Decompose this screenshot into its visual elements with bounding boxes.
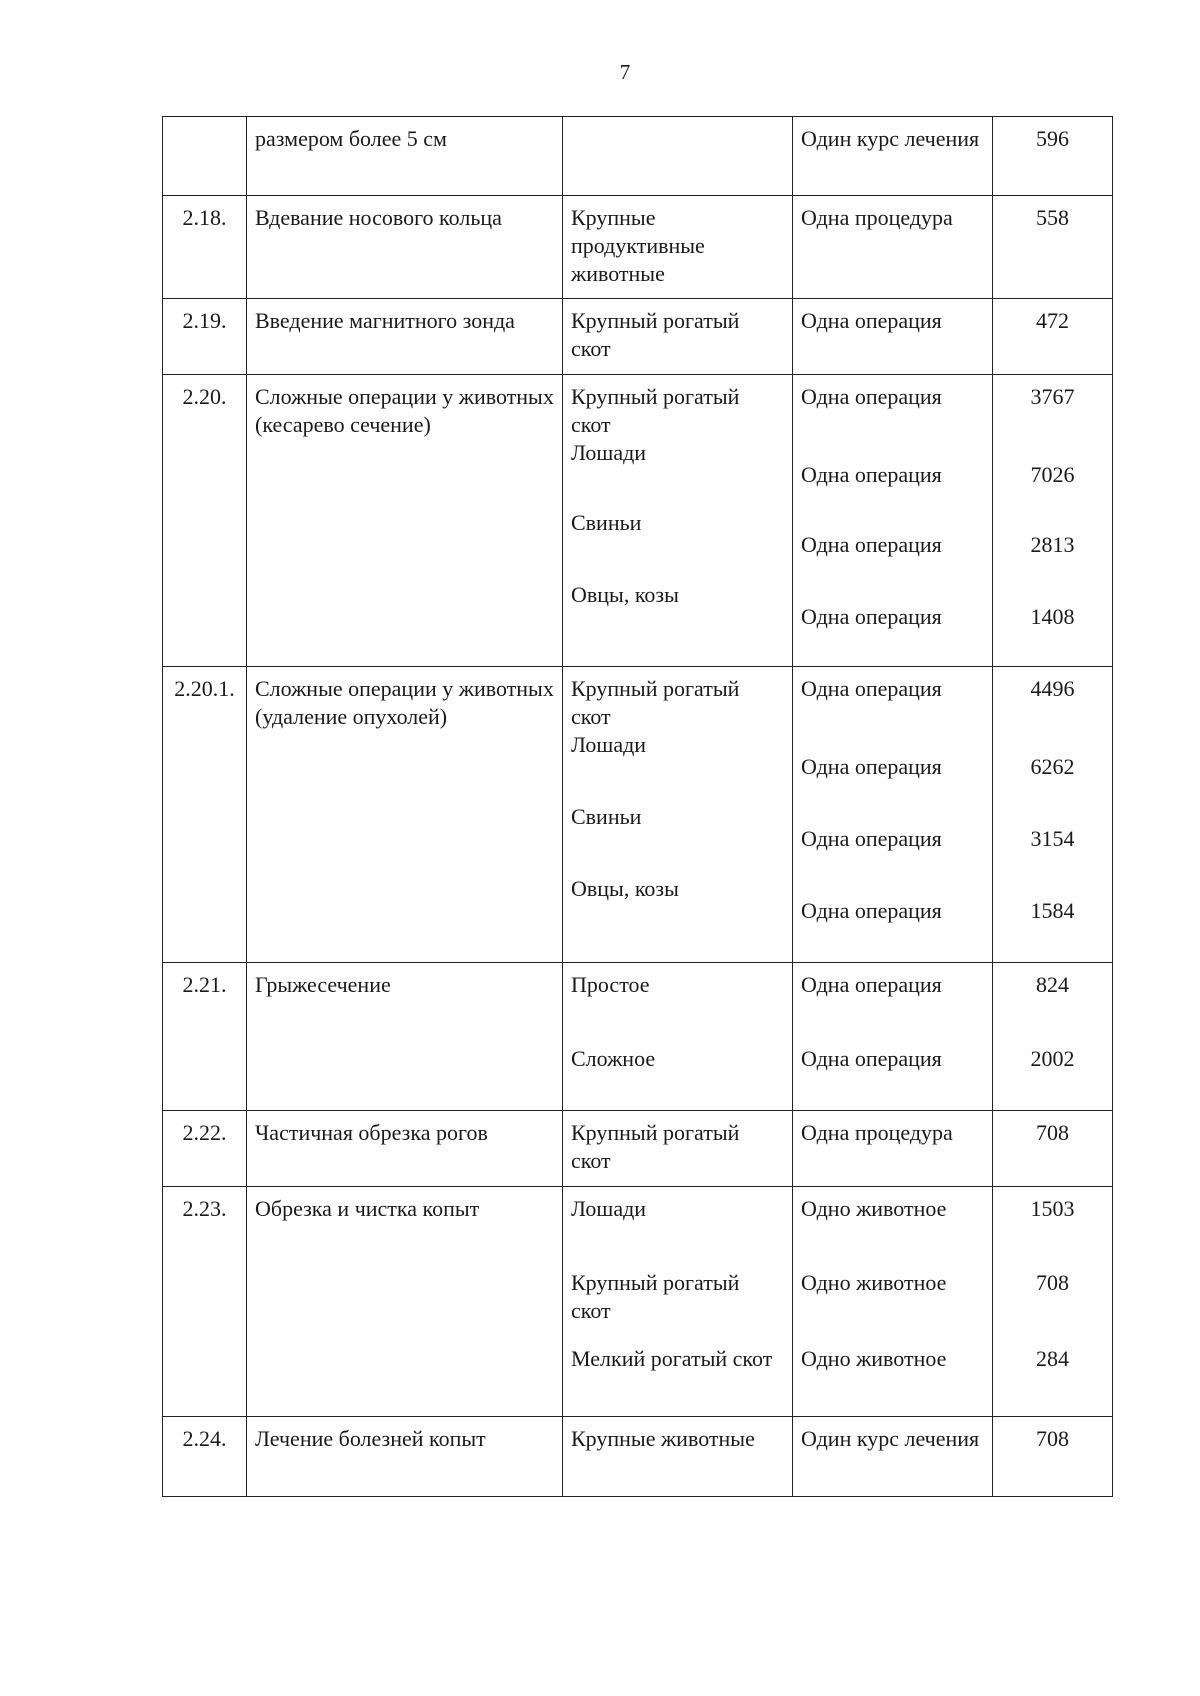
animal-type-item: Крупный рогатый скот <box>571 384 740 437</box>
animal-type <box>563 667 793 963</box>
item-number: 2.21. <box>163 963 247 1111</box>
animal-type-item: Свиньи <box>571 510 642 535</box>
price <box>993 667 1113 963</box>
price-item: 708 <box>1036 1270 1069 1295</box>
service-name: Введение магнитного зонда <box>247 299 563 375</box>
unit-item: Одна операция <box>801 972 942 997</box>
animal-type-item: Простое <box>571 972 650 997</box>
item-number: 2.22. <box>163 1111 247 1187</box>
price-item: 3767 <box>1030 384 1075 409</box>
price-item: 1584 <box>1030 898 1075 923</box>
unit-of-measure <box>793 1187 993 1417</box>
animal-type: Крупные животные <box>563 1417 793 1497</box>
animal-type-item: Мелкий рогатый скот <box>571 1346 773 1371</box>
table-row <box>163 196 1113 299</box>
item-number: 2.23. <box>163 1187 247 1417</box>
unit-item: Одно животное <box>801 1270 947 1295</box>
unit-item: Одна операция <box>801 754 942 779</box>
price <box>993 1187 1113 1417</box>
animal-type-item: Лошади <box>571 732 647 757</box>
animal-type-item: Овцы, козы <box>571 876 679 901</box>
price: 558 <box>993 196 1113 299</box>
price: 596 <box>993 117 1113 196</box>
animal-type-item: Овцы, козы <box>571 582 679 607</box>
animal-type <box>563 963 793 1111</box>
unit-item: Одна операция <box>801 676 942 701</box>
price-item: 284 <box>1036 1346 1069 1371</box>
services-price-table <box>162 116 1113 1497</box>
item-number: 2.24. <box>163 1417 247 1497</box>
animal-type <box>563 117 793 196</box>
animal-type-item: Лошади <box>571 440 647 465</box>
item-number: 2.20.1. <box>163 667 247 963</box>
item-number: 2.19. <box>163 299 247 375</box>
animal-type-item: Сложное <box>571 1046 656 1071</box>
animal-type <box>563 1187 793 1417</box>
service-name: Сложные операции у животных (удаление опухолей) <box>247 667 563 963</box>
unit-item: Одна операция <box>801 826 942 851</box>
table-row <box>163 1417 1113 1497</box>
service-name: размером более 5 см <box>247 117 563 196</box>
price <box>993 375 1113 667</box>
unit-item: Одна операция <box>801 532 942 557</box>
price: 472 <box>993 299 1113 375</box>
service-name: Сложные операции у животных (кесарево сечение) <box>247 375 563 667</box>
unit-of-measure <box>793 963 993 1111</box>
service-name: Лечение болезней копыт <box>247 1417 563 1497</box>
price-item: 4496 <box>1030 676 1075 701</box>
animal-type-item: Крупный рогатый скот <box>571 1270 740 1323</box>
service-name: Грыжесечение <box>247 963 563 1111</box>
page-number: 7 <box>619 60 631 84</box>
unit-of-measure <box>793 667 993 963</box>
unit-of-measure: Одна процедура <box>793 196 993 299</box>
price <box>993 963 1113 1111</box>
table-row <box>163 1111 1113 1187</box>
unit-of-measure <box>793 375 993 667</box>
service-name: Вдевание носового кольца <box>247 196 563 299</box>
animal-type-item: Крупный рогатый скот <box>571 676 740 729</box>
unit-item: Одна операция <box>801 384 942 409</box>
animal-type: Крупный рогатый скот <box>563 1111 793 1187</box>
unit-of-measure: Одна операция <box>793 299 993 375</box>
unit-item: Одна операция <box>801 1046 942 1071</box>
price-item: 3154 <box>1030 826 1075 851</box>
unit-of-measure: Одна процедура <box>793 1111 993 1187</box>
service-name: Обрезка и чистка копыт <box>247 1187 563 1417</box>
table-row <box>163 963 1113 1111</box>
unit-item: Одна операция <box>801 604 942 629</box>
price-item: 7026 <box>1030 462 1075 487</box>
item-number <box>163 117 247 196</box>
price-item: 824 <box>1036 972 1069 997</box>
table-row <box>163 375 1113 667</box>
unit-of-measure: Один курс лечения <box>793 117 993 196</box>
table-row <box>163 1187 1113 1417</box>
table-row <box>163 667 1113 963</box>
unit-of-measure: Один курс лечения <box>793 1417 993 1497</box>
price: 708 <box>993 1111 1113 1187</box>
unit-item: Одна операция <box>801 898 942 923</box>
service-name: Частичная обрезка рогов <box>247 1111 563 1187</box>
price: 708 <box>993 1417 1113 1497</box>
item-number: 2.20. <box>163 375 247 667</box>
animal-type-item: Свиньи <box>571 804 642 829</box>
animal-type-item: Лошади <box>571 1196 647 1221</box>
price-item: 2002 <box>1030 1046 1075 1071</box>
item-number: 2.18. <box>163 196 247 299</box>
table-row <box>163 299 1113 375</box>
animal-type <box>563 375 793 667</box>
animal-type: Крупные продуктивные животные <box>563 196 793 299</box>
animal-type: Крупный рогатый скот <box>563 299 793 375</box>
table-row <box>163 117 1113 196</box>
price-item: 1503 <box>1030 1196 1075 1221</box>
price-item: 1408 <box>1030 604 1075 629</box>
unit-item: Одно животное <box>801 1196 947 1221</box>
unit-item: Одна операция <box>801 462 942 487</box>
price-item: 2813 <box>1030 532 1075 557</box>
unit-item: Одно животное <box>801 1346 947 1371</box>
price-item: 6262 <box>1030 754 1075 779</box>
